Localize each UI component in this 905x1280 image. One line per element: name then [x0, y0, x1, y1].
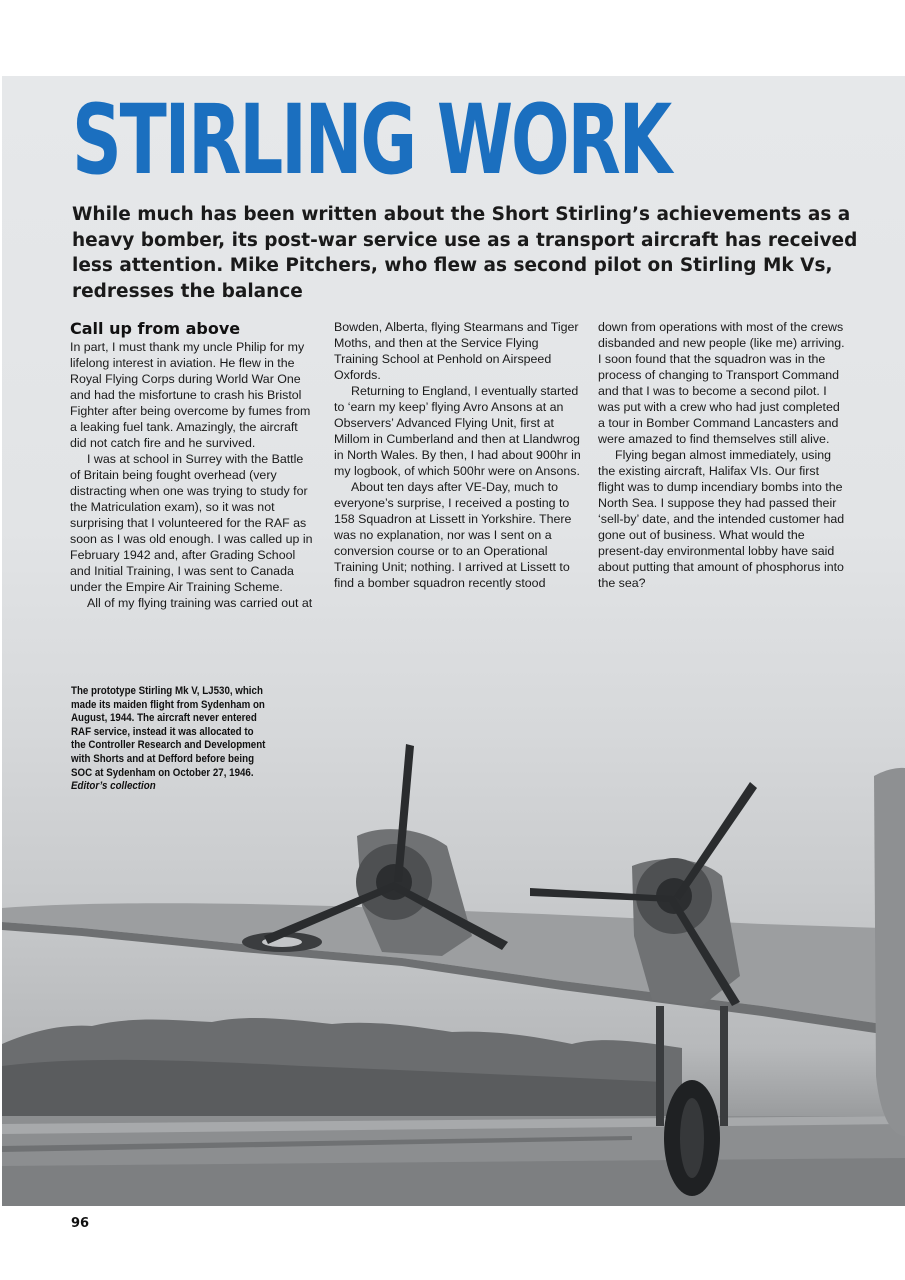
paragraph: I was at school in Surrey with the Battle of Britain being fought overhead (very distracting when one was trying to study for the Matriculation exam), so it was not surprising that I volunteered for the RAF as soon as I was old enough. I was called up in February 1942 and, after Grading School and Initial Training, I was sent to Canada under the Empire Air Training Scheme.: [70, 452, 313, 594]
photo-caption: [71, 685, 269, 794]
paragraph: All of my flying training was carried out at: [87, 596, 313, 610]
paragraph: Returning to England, I eventually started to ‘earn my keep’ flying Avro Ansons at an Observers’ Advanced Flying Unit, first at Millom in Cumberland and then at Llandwrog in North Wales. By then, I had about 900hr in my logbook, of which 500hr were on Ansons.: [334, 384, 581, 478]
caption-credit: Editor’s collection: [71, 780, 156, 793]
caption-text: The prototype Stirling Mk V, LJ530, which made its maiden flight from Sydenham on August, 1944. The aircraft never entered RAF service, instead it was allocated to the Controller Research and Development with Shorts and at Defford before being SOC at Sydenham on October 27, 1946.: [71, 685, 266, 779]
paragraph: In part, I must thank my uncle Philip for my lifelong interest in aviation. He flew in the Royal Flying Corps during World War One and had the misfortune to crash his Bristol Fighter after being overcome by fumes from a leaking fuel tank. Amazingly, the aircraft did not catch fire and he survived.: [70, 340, 311, 450]
subhead: Call up from above: [70, 319, 241, 338]
text-column-1: [70, 319, 317, 611]
standfirst: While much has been written about the Short Stirling’s achievements as a heavy bomber, its post-war service use as a transport aircraft has received less attention. Mike Pitchers, who flew as second pilot on Stirling Mk Vs, redresses the balance: [72, 204, 858, 302]
paragraph: down from operations with most of the crews disbanded and new people (like me) arriving. I soon found that the squadron was in the process of changing to Transport Command and that I was to become a second pilot. I was put with a crew who had just completed a tour in Bomber Command Lancasters and were amazed to find themselves still alive.: [598, 320, 845, 446]
text-column-2: [334, 319, 581, 591]
text-column-3: [598, 319, 845, 591]
paragraph: Bowden, Alberta, flying Stearmans and Tiger Moths, and then at the Service Flying Training School at Penhold on Airspeed Oxfords.: [334, 320, 579, 382]
fuselage: [874, 768, 905, 1136]
landing-gear-strut: [656, 1006, 664, 1126]
page-number: 96: [71, 1216, 90, 1231]
paragraph: About ten days after VE-Day, much to everyone’s surprise, I received a posting to 158 Squadron at Lissett in Yorkshire. There was no explanation, nor was I sent on a conversion course or to an Operational Training Unit; nothing. I arrived at Lissett to find a bomber squadron recently stood: [334, 480, 572, 590]
headline: STIRLING WORK: [72, 84, 670, 196]
paragraph: Flying began almost immediately, using the existing aircraft, Halifax VIs. Our first flight was to dump incendiary bombs into the North Sea. I suppose they had passed their ‘sell-by’ date, and the intended customer had gone out of business. What would the present-day environmental lobby have said about putting that amount of phosphorus into the sea?: [598, 448, 845, 590]
